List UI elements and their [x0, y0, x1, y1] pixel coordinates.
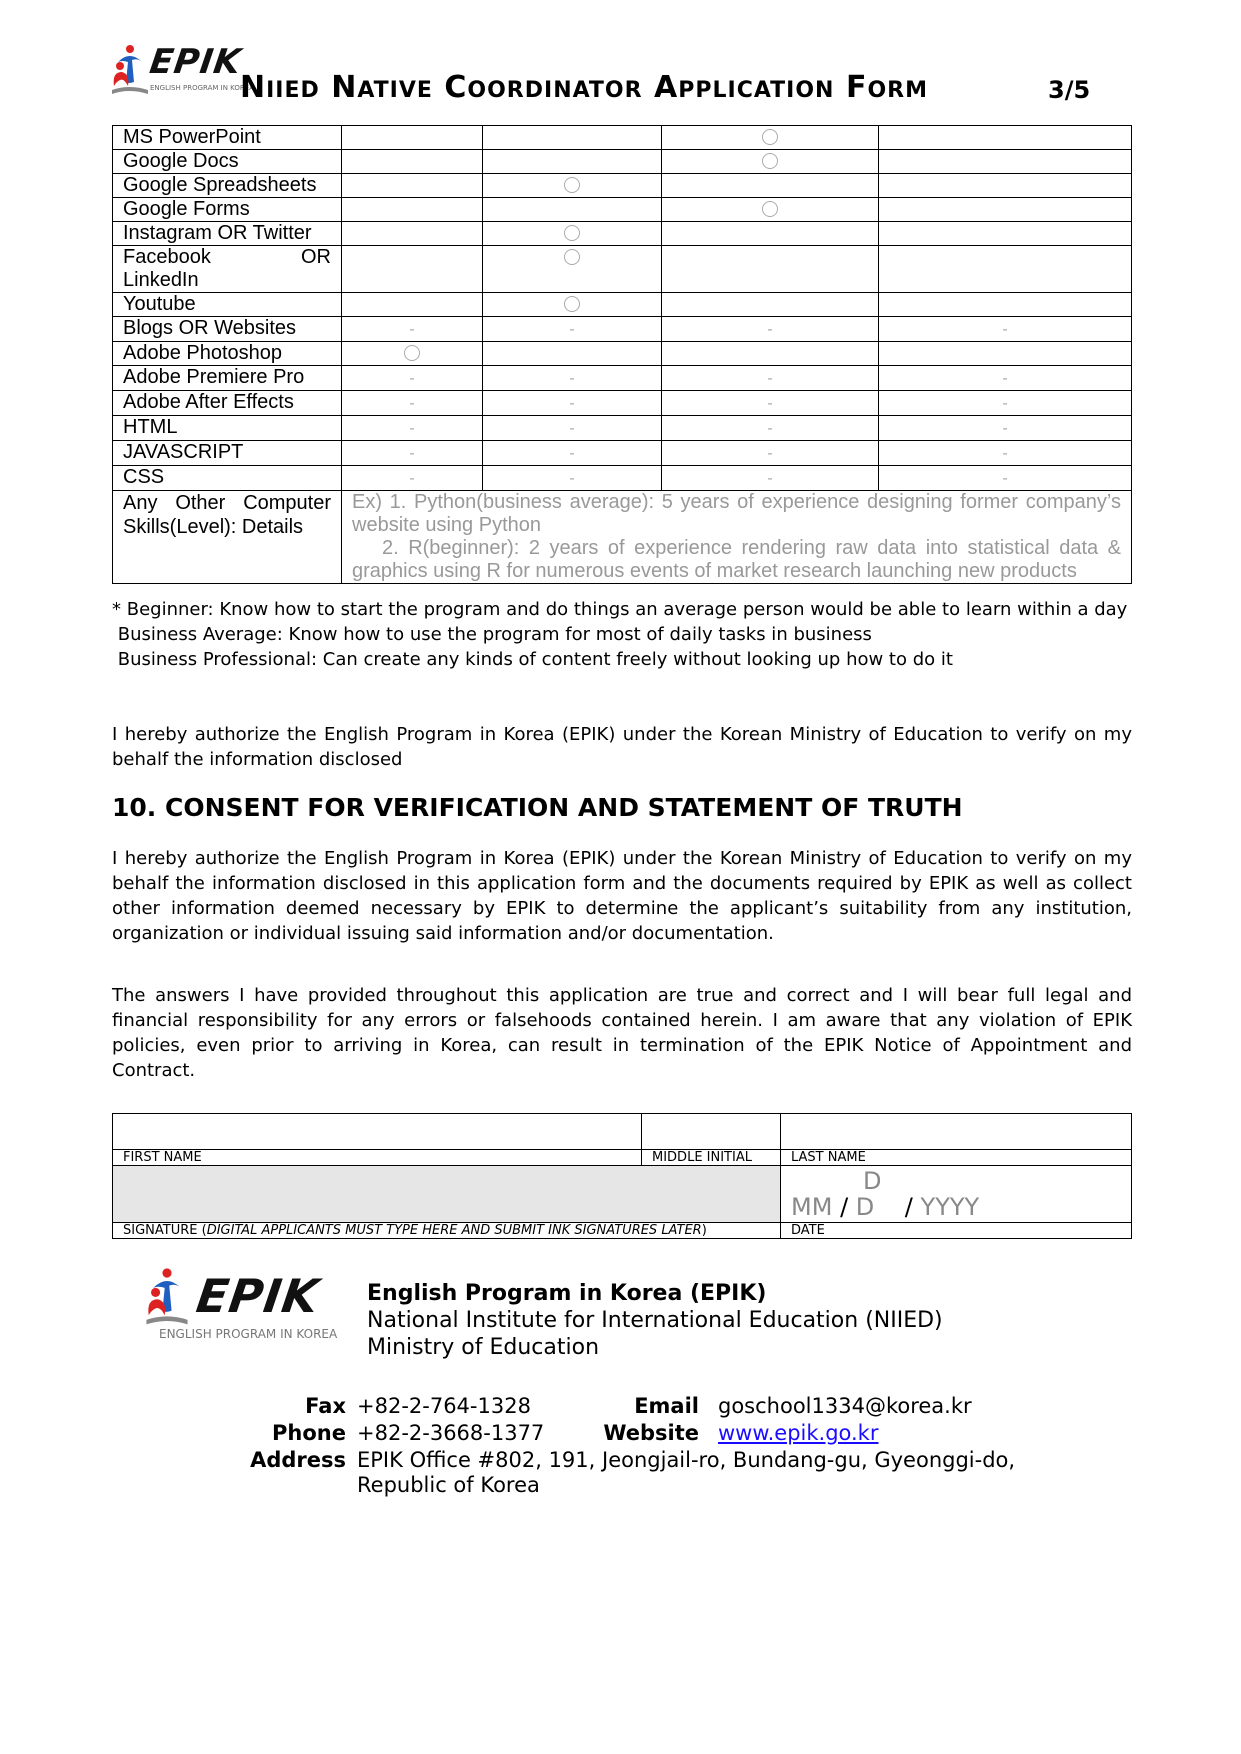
authorization-statement: I hereby authorize the English Program in Korea (EPIK) under the Korean Ministry of Education to verify on my behalf the information disclosed: [112, 724, 1132, 770]
skill-level-cell[interactable]: [662, 174, 879, 198]
consent-paragraph: I hereby authorize the English Program in Korea (EPIK) under the Korean Ministry of Education to verify on my behalf the information disclosed in this application form and the documents required by EPIK as well as collect other information deemed necessary by EPIK to determine the applicant’s suitability from any institution, organization or individual issuing said information and/or documentation.: [112, 848, 1132, 944]
skill-level-cell[interactable]: [879, 441, 1132, 466]
selected-circle-icon: [762, 129, 778, 145]
skill-name: Adobe Photoshop: [113, 342, 342, 366]
skill-level-cell[interactable]: [342, 441, 483, 466]
dash-mark: -: [569, 420, 575, 437]
dash-mark: -: [767, 420, 773, 437]
skill-level-cell[interactable]: [342, 366, 483, 391]
dash-mark: -: [1002, 470, 1008, 487]
selected-circle-icon: [404, 345, 420, 361]
skill-level-cell[interactable]: [662, 342, 879, 366]
dash-mark: -: [767, 445, 773, 462]
dash-mark: -: [409, 420, 415, 437]
skill-level-cell[interactable]: [342, 150, 483, 174]
note-business-professional: Business Professional: Can create any kinds of content freely without looking up how to do it: [112, 649, 953, 670]
skill-level-cell[interactable]: [342, 126, 483, 150]
skill-row: [113, 126, 1132, 150]
epik-figures-icon: [110, 42, 150, 98]
skill-level-cell[interactable]: [483, 342, 662, 366]
dash-mark: -: [569, 445, 575, 462]
dash-mark: -: [569, 470, 575, 487]
skill-name: JAVASCRIPT: [113, 441, 342, 466]
skill-name: Adobe Premiere Pro: [113, 366, 342, 391]
skill-row: [113, 366, 1132, 391]
section-10-heading: 10. CONSENT FOR VERIFICATION AND STATEMENT OF TRUTH: [112, 793, 963, 822]
skill-name: Google Spreadsheets: [113, 174, 342, 198]
skill-name: Instagram OR Twitter: [113, 222, 342, 246]
skill-name: HTML: [113, 416, 342, 441]
skill-level-cell[interactable]: [879, 293, 1132, 317]
skill-level-cell[interactable]: [879, 126, 1132, 150]
contact-info: [245, 1393, 1016, 1499]
skill-level-cell[interactable]: [342, 198, 483, 222]
address-value: EPIK Office #802, 191, Jeongjail-ro, Bundang-gu, Gyeonggi-do, Republic of Korea: [357, 1448, 1016, 1497]
skill-level-cell[interactable]: [879, 391, 1132, 416]
skill-row: [113, 317, 1132, 342]
skill-level-cell[interactable]: [662, 416, 879, 441]
skill-name: MS PowerPoint: [113, 126, 342, 150]
dash-mark: -: [409, 470, 415, 487]
skill-name: Facebook OR LinkedIn: [113, 246, 342, 293]
skill-level-cell[interactable]: [662, 293, 879, 317]
skill-level-cell[interactable]: [483, 198, 662, 222]
skill-row: [113, 150, 1132, 174]
skill-row: [113, 246, 1132, 293]
email-value[interactable]: goschool1334@korea.kr: [718, 1394, 972, 1418]
skill-row: [113, 466, 1132, 491]
skill-level-cell[interactable]: [483, 416, 662, 441]
page-number: 3/5: [1048, 76, 1091, 104]
other-skills-row: [113, 491, 1132, 584]
middle-initial-label: MIDDLE INITIAL: [642, 1150, 781, 1166]
selected-circle-icon: [762, 153, 778, 169]
skill-row: [113, 222, 1132, 246]
dash-mark: -: [409, 445, 415, 462]
skill-level-cell[interactable]: [662, 391, 879, 416]
skill-name: CSS: [113, 466, 342, 491]
dash-mark: -: [1002, 420, 1008, 437]
logo-subtitle: ENGLISH PROGRAM IN KOREA: [150, 84, 254, 92]
dash-mark: -: [1002, 445, 1008, 462]
skill-level-cell[interactable]: [662, 198, 879, 222]
skill-level-cell[interactable]: [483, 293, 662, 317]
skill-level-cell[interactable]: [662, 366, 879, 391]
skill-level-cell[interactable]: [662, 246, 879, 293]
address-label: Address: [250, 1448, 346, 1472]
logo-wordmark: EPIK: [147, 42, 244, 82]
skill-level-cell[interactable]: [483, 441, 662, 466]
footer-logo-wordmark: EPIK: [193, 1269, 323, 1323]
dash-mark: -: [1002, 395, 1008, 412]
last-name-label: LAST NAME: [781, 1150, 1132, 1166]
ministry-name: Ministry of Education: [367, 1335, 600, 1360]
dash-mark: -: [569, 395, 575, 412]
skill-level-cell[interactable]: [879, 174, 1132, 198]
skill-name: Blogs OR Websites: [113, 317, 342, 342]
org-name: English Program in Korea (EPIK): [367, 1281, 767, 1306]
dash-mark: -: [409, 370, 415, 387]
skill-row: [113, 416, 1132, 441]
dash-mark: -: [767, 321, 773, 338]
first-name-label: FIRST NAME: [113, 1150, 642, 1166]
skill-level-cell[interactable]: [342, 174, 483, 198]
skill-level-cell[interactable]: [483, 174, 662, 198]
last-name-input[interactable]: [781, 1114, 1132, 1150]
dash-mark: -: [767, 470, 773, 487]
skill-level-cell[interactable]: [342, 466, 483, 491]
skill-level-cell[interactable]: [342, 293, 483, 317]
dash-mark: -: [767, 370, 773, 387]
website-label: Website: [603, 1421, 699, 1445]
skill-row: [113, 293, 1132, 317]
signature-label: SIGNATURE (DIGITAL APPLICANTS MUST TYPE HERE AND SUBMIT INK SIGNATURES LATER): [113, 1223, 781, 1239]
skill-level-cell[interactable]: [662, 317, 879, 342]
email-label: Email: [634, 1394, 699, 1418]
skill-level-cell[interactable]: [879, 466, 1132, 491]
signature-input[interactable]: [113, 1166, 781, 1223]
dash-mark: -: [767, 395, 773, 412]
skill-level-cell[interactable]: [342, 317, 483, 342]
skill-level-cell[interactable]: [483, 317, 662, 342]
skill-level-cell[interactable]: [342, 222, 483, 246]
dash-mark: -: [409, 321, 415, 338]
skill-level-cell[interactable]: [342, 246, 483, 293]
selected-circle-icon: [564, 249, 580, 265]
phone-label: Phone: [272, 1421, 346, 1445]
skill-level-cell[interactable]: [879, 246, 1132, 293]
first-name-input[interactable]: [113, 1114, 642, 1150]
skill-name: Google Forms: [113, 198, 342, 222]
skill-level-cell[interactable]: [662, 441, 879, 466]
dash-mark: -: [1002, 370, 1008, 387]
skill-name: Youtube: [113, 293, 342, 317]
fax-value: +82-2-764-1328: [357, 1394, 531, 1418]
skill-level-cell[interactable]: [662, 126, 879, 150]
skill-level-cell[interactable]: [483, 466, 662, 491]
skill-level-cell[interactable]: [879, 366, 1132, 391]
level-definitions: [112, 597, 1132, 672]
website-link[interactable]: www.epik.go.kr: [718, 1421, 879, 1445]
dash-mark: -: [409, 395, 415, 412]
skill-level-cell[interactable]: [342, 391, 483, 416]
middle-initial-input[interactable]: [642, 1114, 781, 1150]
skill-level-cell[interactable]: [483, 246, 662, 293]
skill-level-cell[interactable]: [483, 222, 662, 246]
skill-level-cell[interactable]: [879, 198, 1132, 222]
fax-label: Fax: [305, 1394, 346, 1418]
skill-level-cell[interactable]: [879, 317, 1132, 342]
date-label: DATE: [781, 1223, 1132, 1239]
skill-name: Adobe After Effects: [113, 391, 342, 416]
selected-circle-icon: [564, 225, 580, 241]
dash-mark: -: [1002, 321, 1008, 338]
note-beginner: * Beginner: Know how to start the program and do things an average person would be able to learn within a day: [112, 599, 1128, 620]
skill-row: [113, 198, 1132, 222]
selected-circle-icon: [564, 296, 580, 312]
note-business-average: Business Average: Know how to use the program for most of daily tasks in business: [112, 624, 872, 645]
skill-level-cell[interactable]: [483, 391, 662, 416]
footer-epik-logo: [135, 1265, 338, 1345]
skill-level-cell[interactable]: [662, 466, 879, 491]
skill-level-cell[interactable]: [342, 342, 483, 366]
truth-statement-paragraph: The answers I have provided throughout this application are true and correct and I will bear full legal and financial responsibility for any errors or falsehoods contained herein. I am aware that any violation of EPIK policies, even prior to arriving in Korea, can result in termination of the EPIK Notice of Appointment and Contract.: [112, 985, 1132, 1081]
selected-circle-icon: [762, 201, 778, 217]
organization-info: [367, 1280, 943, 1361]
skill-row: [113, 441, 1132, 466]
skill-row: [113, 342, 1132, 366]
footer-logo-subtitle: ENGLISH PROGRAM IN KOREA: [159, 1327, 338, 1341]
skill-level-cell[interactable]: [879, 150, 1132, 174]
skill-level-cell[interactable]: [342, 416, 483, 441]
epik-logo: [110, 42, 254, 98]
skill-level-cell[interactable]: [483, 126, 662, 150]
skill-row: [113, 174, 1132, 198]
dash-mark: -: [569, 321, 575, 338]
page-title: NIIED NATIVE COORDINATOR APPLICATION FORM: [240, 70, 928, 105]
institute-name: National Institute for International Education (NIIED): [367, 1308, 943, 1333]
skill-level-cell[interactable]: [662, 150, 879, 174]
skill-level-cell[interactable]: [483, 366, 662, 391]
epik-figures-icon: [135, 1265, 199, 1329]
skill-level-cell[interactable]: [662, 222, 879, 246]
date-input[interactable]: D MM / D / YYYY: [781, 1166, 1132, 1223]
dash-mark: -: [569, 370, 575, 387]
skill-row: [113, 391, 1132, 416]
other-skills-details-field[interactable]: Ex) 1. Python(business average): 5 years of experience designing former company’s website using Python 2. R(beginner): 2 years of experience rendering raw data into statistical data & graphics using R for numerous events of market research launching new products: [342, 491, 1132, 584]
skill-level-cell[interactable]: [879, 342, 1132, 366]
computer-skills-table: [112, 125, 1132, 584]
skill-level-cell[interactable]: [879, 222, 1132, 246]
signature-table: [112, 1113, 1132, 1239]
other-skills-label: Any Other Computer Skills(Level): Details: [113, 491, 342, 584]
skill-level-cell[interactable]: [483, 150, 662, 174]
selected-circle-icon: [564, 177, 580, 193]
skill-name: Google Docs: [113, 150, 342, 174]
skill-level-cell[interactable]: [879, 416, 1132, 441]
phone-value: +82-2-3668-1377: [357, 1421, 545, 1445]
